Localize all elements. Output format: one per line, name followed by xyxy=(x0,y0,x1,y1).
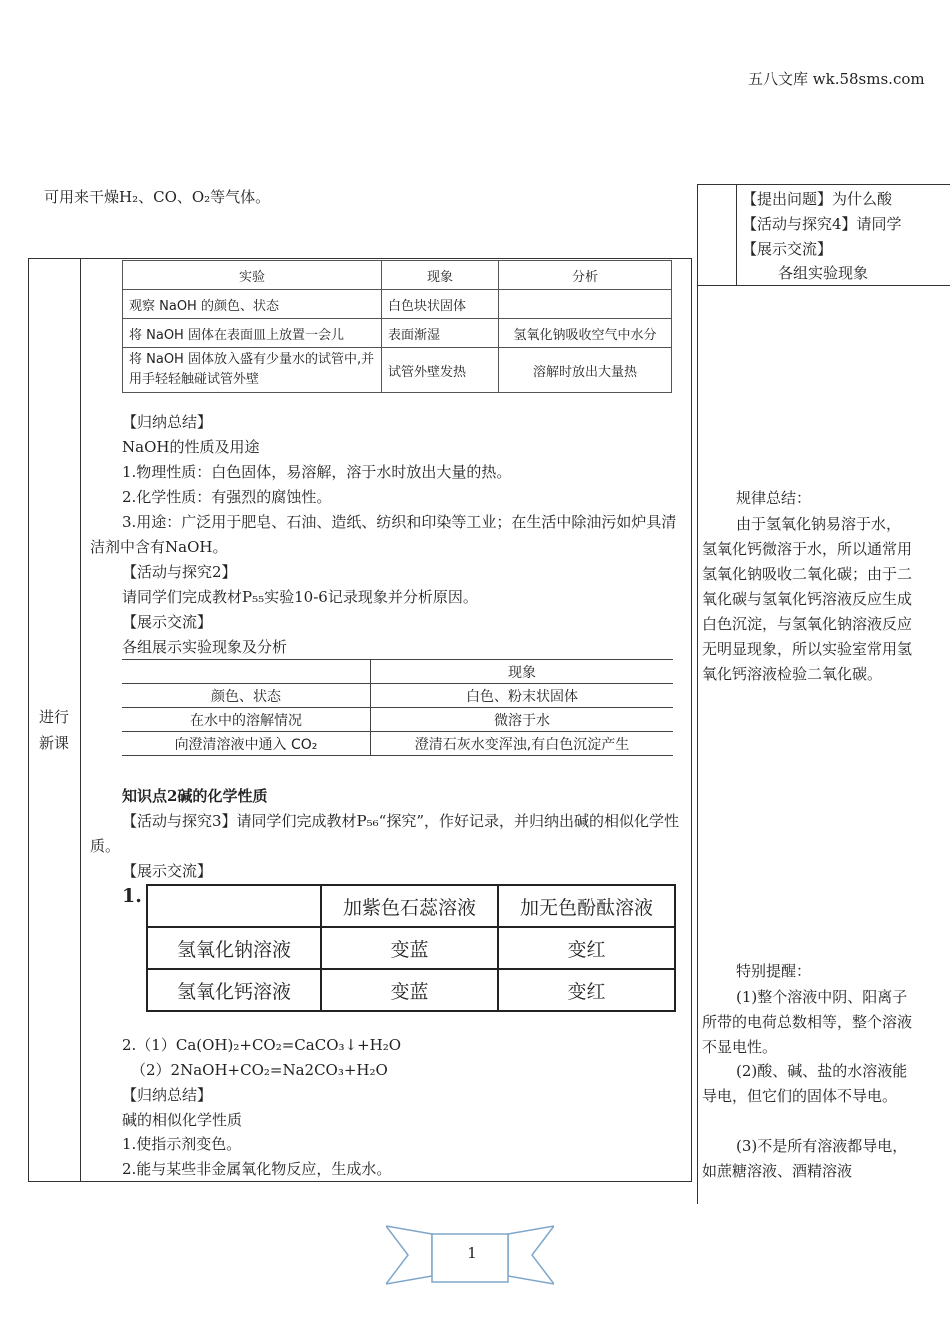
naoh-experiment-table xyxy=(122,260,672,393)
side-top-line: 【活动与探究4】请同学 xyxy=(742,215,902,233)
table-cell: 变蓝 xyxy=(321,969,498,1011)
left-label: 进行 新课 xyxy=(38,708,69,752)
side-tip-text: (1)整个溶液中阴、阳离子所带的电荷总数相等，整个溶液不显电性。 xyxy=(702,988,913,1056)
table-cell: 溶解时放出大量热 xyxy=(499,348,672,393)
equation: （2）2NaOH+CO₂=Na2CO₃+H₂O xyxy=(131,1061,388,1079)
left-label-column xyxy=(29,259,81,1181)
equation: 2.（1）Ca(OH)₂+CO₂=CaCO₃↓+H₂O xyxy=(122,1036,402,1054)
side-tip-text: (3)不是所有溶液都导电，如蔗糖溶液、酒精溶液 xyxy=(702,1137,908,1180)
intro-text: 可用来干燥H₂、CO、O₂等气体。 xyxy=(44,188,271,206)
table-cell: 澄清石灰水变浑浊,有白色沉淀产生 xyxy=(371,732,674,756)
show-title: 【展示交流】 xyxy=(122,613,213,631)
activity-title: 【活动与探究2】 xyxy=(122,563,237,581)
summary-title: 【归纳总结】 xyxy=(122,413,213,431)
table-cell: 变红 xyxy=(498,969,675,1011)
table-cell: 试管外壁发热 xyxy=(382,348,499,393)
summary-subtitle: NaOH的性质及用途 xyxy=(122,438,260,456)
side-top-line: 【展示交流】 xyxy=(742,240,833,258)
side-divider xyxy=(697,284,698,1204)
table-cell: 氢氧化钠溶液 xyxy=(147,927,321,969)
table-header: 现象 xyxy=(371,660,674,684)
table-header: 加紫色石蕊溶液 xyxy=(321,885,498,927)
summary-point: 3.用途：广泛用于肥皂、石油、造纸、纺织和印染等工业；在生活中除油污如炉具清洁剂中含有NaOH。 xyxy=(90,513,677,556)
table-cell: 氢氧化钠吸收空气中水分 xyxy=(499,319,672,348)
summary-point: 2.能与某些非金属氧化物反应，生成水。 xyxy=(122,1160,392,1178)
side-top-left-cell xyxy=(698,185,737,285)
table-cell: 表面渐湿 xyxy=(382,319,499,348)
side-tip-text: (2)酸、碱、盐的水溶液能导电，但它们的固体不导电。 xyxy=(702,1062,908,1105)
summary-point: 2.化学性质：有强烈的腐蚀性。 xyxy=(122,488,332,506)
table-header: 加无色酚酞溶液 xyxy=(498,885,675,927)
table-cell: 将 NaOH 固体在表面皿上放置一会儿 xyxy=(123,319,382,348)
summary-point: 1.使指示剂变色。 xyxy=(122,1135,242,1153)
table-header: 分析 xyxy=(499,261,672,290)
side-rule-text: 由于氢氧化钠易溶于水，氢氧化钙微溶于水，所以通常用氢氧化钠吸收二氧化碳；由于二氧化碳与氢氧化钙溶液反应生成白色沉淀，与氢氧化钠溶液反应无明显现象，所以实验室常用氢氧化钙溶液检验二氧化碳。 xyxy=(702,515,913,683)
table-cell: 变红 xyxy=(498,927,675,969)
table-cell: 在水中的溶解情况 xyxy=(122,708,371,732)
table-cell: 将 NaOH 固体放入盛有少量水的试管中,并用手轻轻触碰试管外壁 xyxy=(123,348,382,393)
table-cell: 颜色、状态 xyxy=(122,684,371,708)
summary-subtitle: 碱的相似化学性质 xyxy=(122,1111,243,1129)
table-cell: 向澄清溶液中通入 CO₂ xyxy=(122,732,371,756)
table-cell: 白色块状固体 xyxy=(382,290,499,319)
table-cell: 微溶于水 xyxy=(371,708,674,732)
summary-point: 1.物理性质：白色固体，易溶解，溶于水时放出大量的热。 xyxy=(122,463,512,481)
list-number: 1. xyxy=(122,885,142,907)
site-watermark: 五八文库 wk.58sms.com xyxy=(748,70,925,88)
activity-text: 请同学们完成教材P₅₅实验10-6记录现象并分析原因。 xyxy=(122,588,478,606)
table-cell xyxy=(499,290,672,319)
show-title: 【展示交流】 xyxy=(122,862,213,880)
table-cell: 氢氧化钙溶液 xyxy=(147,969,321,1011)
side-top-box xyxy=(697,184,950,286)
side-top-line: 各组实验现象 xyxy=(778,264,869,282)
caoh2-property-table xyxy=(122,659,673,756)
summary-title: 【归纳总结】 xyxy=(122,1086,213,1104)
side-tip-title: 特别提醒： xyxy=(736,962,812,980)
table-cell: 变蓝 xyxy=(321,927,498,969)
table-cell xyxy=(122,660,371,684)
side-top-line: 【提出问题】为什么酸 xyxy=(742,190,893,208)
knowledge-point-title: 知识点2碱的化学性质 xyxy=(122,787,268,805)
table-cell: 观察 NaOH 的颜色、状态 xyxy=(123,290,382,319)
activity-text: 【活动与探究3】请同学们完成教材P₅₆“探究”，作好记录，并归纳出碱的相似化学性质。 xyxy=(90,812,680,855)
table-header: 现象 xyxy=(382,261,499,290)
table-cell xyxy=(147,885,321,927)
page-number: 1 xyxy=(467,1244,477,1262)
table-cell: 白色、粉末状固体 xyxy=(371,684,674,708)
show-text: 各组展示实验现象及分析 xyxy=(122,638,288,656)
side-rule-title: 规律总结： xyxy=(736,489,812,507)
table-header: 实验 xyxy=(123,261,382,290)
indicator-table xyxy=(146,884,676,1012)
